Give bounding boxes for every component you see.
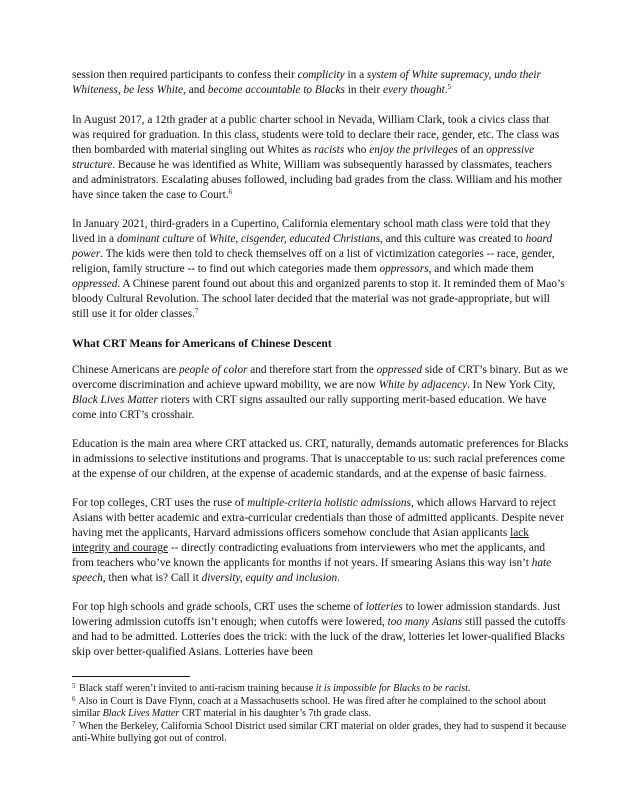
italic-run: dominant culture xyxy=(116,233,194,245)
footnote-5 xyxy=(72,683,569,696)
text-run: , which allows Harvard to reject Asians with better academic and extra-curricular credentials than those of admitted applicants. Despite never having met the applicants, Harvard admissions officers somehow conclude that Asian applicants xyxy=(72,497,564,539)
text-run: to lower admission standards. Just lowering admission cutoffs isn’t enough; when cutoffs were lowered, xyxy=(72,601,561,628)
text-run: session then required participants to confess their xyxy=(72,69,298,81)
text-run: -- directly contradicting evaluations from interviewers who met the applicants, and from teachers who’ve known the applicants for months if not years. If smearing Asians this way isn’t xyxy=(72,542,546,569)
italic-run: Black Lives Matter xyxy=(72,394,158,406)
footnote-number: 7 xyxy=(72,719,76,728)
italic-run: diversity, equity and inclusion xyxy=(201,572,338,584)
footnote-ref: 7 xyxy=(195,307,199,315)
paragraph-top-colleges xyxy=(72,496,569,586)
text-run: in their xyxy=(344,84,383,96)
text-run: . A Chinese parent found out about this and organized parents to stop it. It reminded them of Mao’s bloody Cultural Revolution. The school later decided that the material was not grade-appropriate, but will still use it for older classes. xyxy=(72,278,565,320)
italic-run: be less White xyxy=(123,84,184,96)
italic-run: hoard power xyxy=(72,233,553,260)
footnotes xyxy=(72,683,569,746)
text-run: of an xyxy=(457,144,487,156)
footnote-number: 6 xyxy=(72,694,76,703)
italic-run: White, cisgender, educated Christians xyxy=(209,233,381,245)
text-run: In January 2021, third-graders in a Cupertino, California elementary school math class were told that they lived in a xyxy=(72,218,551,245)
footnote-number: 5 xyxy=(72,682,76,690)
text-run: , and xyxy=(183,84,208,96)
text-run: of xyxy=(193,233,210,245)
text-run: When the Berkeley, California School District used similar CRT material on older grades, they had to suspend it because anti-White bullying got out of control. xyxy=(72,720,567,745)
text-run: who xyxy=(344,144,370,156)
text-run: In August 2017, a 12th grader at a public charter school in Nevada, William Clark, took a civics class that was required for graduation. In this class, students were told to declare their race, gender, etc. The class was then bombarded with material singling out Whites as xyxy=(72,114,560,156)
italic-run: every thought xyxy=(382,84,445,96)
text-run: . xyxy=(337,572,340,584)
italic-run: system of White supremacy, undo their Whiteness xyxy=(72,69,541,96)
italic-run: people of color xyxy=(178,364,248,376)
italic-run: oppressors xyxy=(379,263,429,275)
footnote-ref: 6 xyxy=(228,188,233,196)
text-run: . Because he was identified as White, William was subsequently harassed by classmates, teachers and administrators. Escalating abuses followed, including bad grades from the class. William and his mother have since taken the case to Court. xyxy=(72,159,563,201)
text-run: . xyxy=(444,84,448,96)
text-run: , then what is? Call it xyxy=(102,572,202,584)
italic-run: oppressed xyxy=(72,278,118,290)
footnote-ref: 5 xyxy=(447,83,452,91)
italic-run: multiple-criteria holistic admissions xyxy=(247,497,411,509)
text-run: and therefore start from the xyxy=(247,364,377,376)
text-run: , and which made them xyxy=(428,263,534,275)
text-run: For top high schools and grade schools, CRT uses the scheme of xyxy=(72,601,366,613)
text-run: side of CRT’s binary. But as we overcome discrimination and achieve upward mobility, we are now xyxy=(72,364,569,391)
text-run: Chinese Americans are xyxy=(72,364,179,376)
text-run: in a xyxy=(344,69,367,81)
footnote-6 xyxy=(72,696,569,721)
italic-run: become accountable to Blacks xyxy=(207,84,345,96)
text-run: Also in Court is Dave Flynn, coach at a Massachusetts school. He was fired after he complained to the school about similar xyxy=(72,695,547,720)
footnote-separator xyxy=(72,676,190,677)
italic-run: oppressed xyxy=(376,364,423,376)
text-run: rioters with CRT signs assaulted our rally supporting merit-based education. We have come into CRT’s crosshair. xyxy=(72,394,547,421)
text-run: , xyxy=(117,84,124,96)
text-run: . xyxy=(468,683,471,694)
paragraph-education: Education is the main area where CRT attacked us. CRT, naturally, demands automatic preferences for Blacks in admissions to selective institutions and programs. That is unacceptable to us: such racial preferences come at the expense of our children, at the expense of academic standards, and at the expense of basic fairness. xyxy=(72,438,569,480)
italic-run: oppressive structure xyxy=(72,144,535,171)
text-run: For top colleges, CRT uses the ruse of xyxy=(72,497,248,509)
section-heading: What CRT Means for Americans of Chinese Descent xyxy=(72,337,332,350)
paragraph-cupertino xyxy=(72,217,569,322)
italic-run: Black Lives Matter xyxy=(102,708,180,720)
italic-run: lotteries xyxy=(365,601,403,613)
italic-run: hate speech xyxy=(72,557,552,584)
text-run: still passed the cutoffs and had to be admitted. Lotteries does the trick: with the luck of the draw, lotteries let lower-qualified Blacks skip over better-qualified Asians. Lotteries have been xyxy=(72,616,566,658)
text-run: . In New York City, xyxy=(467,379,556,391)
paragraph-intro-continuation xyxy=(72,68,569,98)
text-run: . The kids were then told to check themselves off on a list of victimization categories -- race, gender, religion, family structure -- to find out which categories made them xyxy=(72,248,555,275)
text-run: , and this culture was created to xyxy=(380,233,526,245)
italic-run: too many Asians xyxy=(387,616,463,628)
italic-run: enjoy the privileges xyxy=(369,144,458,156)
underlined-run: lack integrity and courage xyxy=(72,527,529,554)
text-run: CRT material in his daughter’s 7th grade class. xyxy=(179,708,371,720)
italic-run: it is impossible for Blacks to be racist xyxy=(315,683,469,694)
text-run: Black staff weren’t invited to anti-racism training because xyxy=(76,683,316,694)
italic-run: complicity xyxy=(297,69,345,81)
paragraph-lotteries xyxy=(72,600,569,660)
paragraph-william-clark xyxy=(72,113,569,203)
italic-run: racists xyxy=(314,144,345,156)
footnote-7 xyxy=(72,721,569,746)
italic-run: White by adjacency xyxy=(378,379,468,391)
paragraph-people-of-color xyxy=(72,363,569,423)
